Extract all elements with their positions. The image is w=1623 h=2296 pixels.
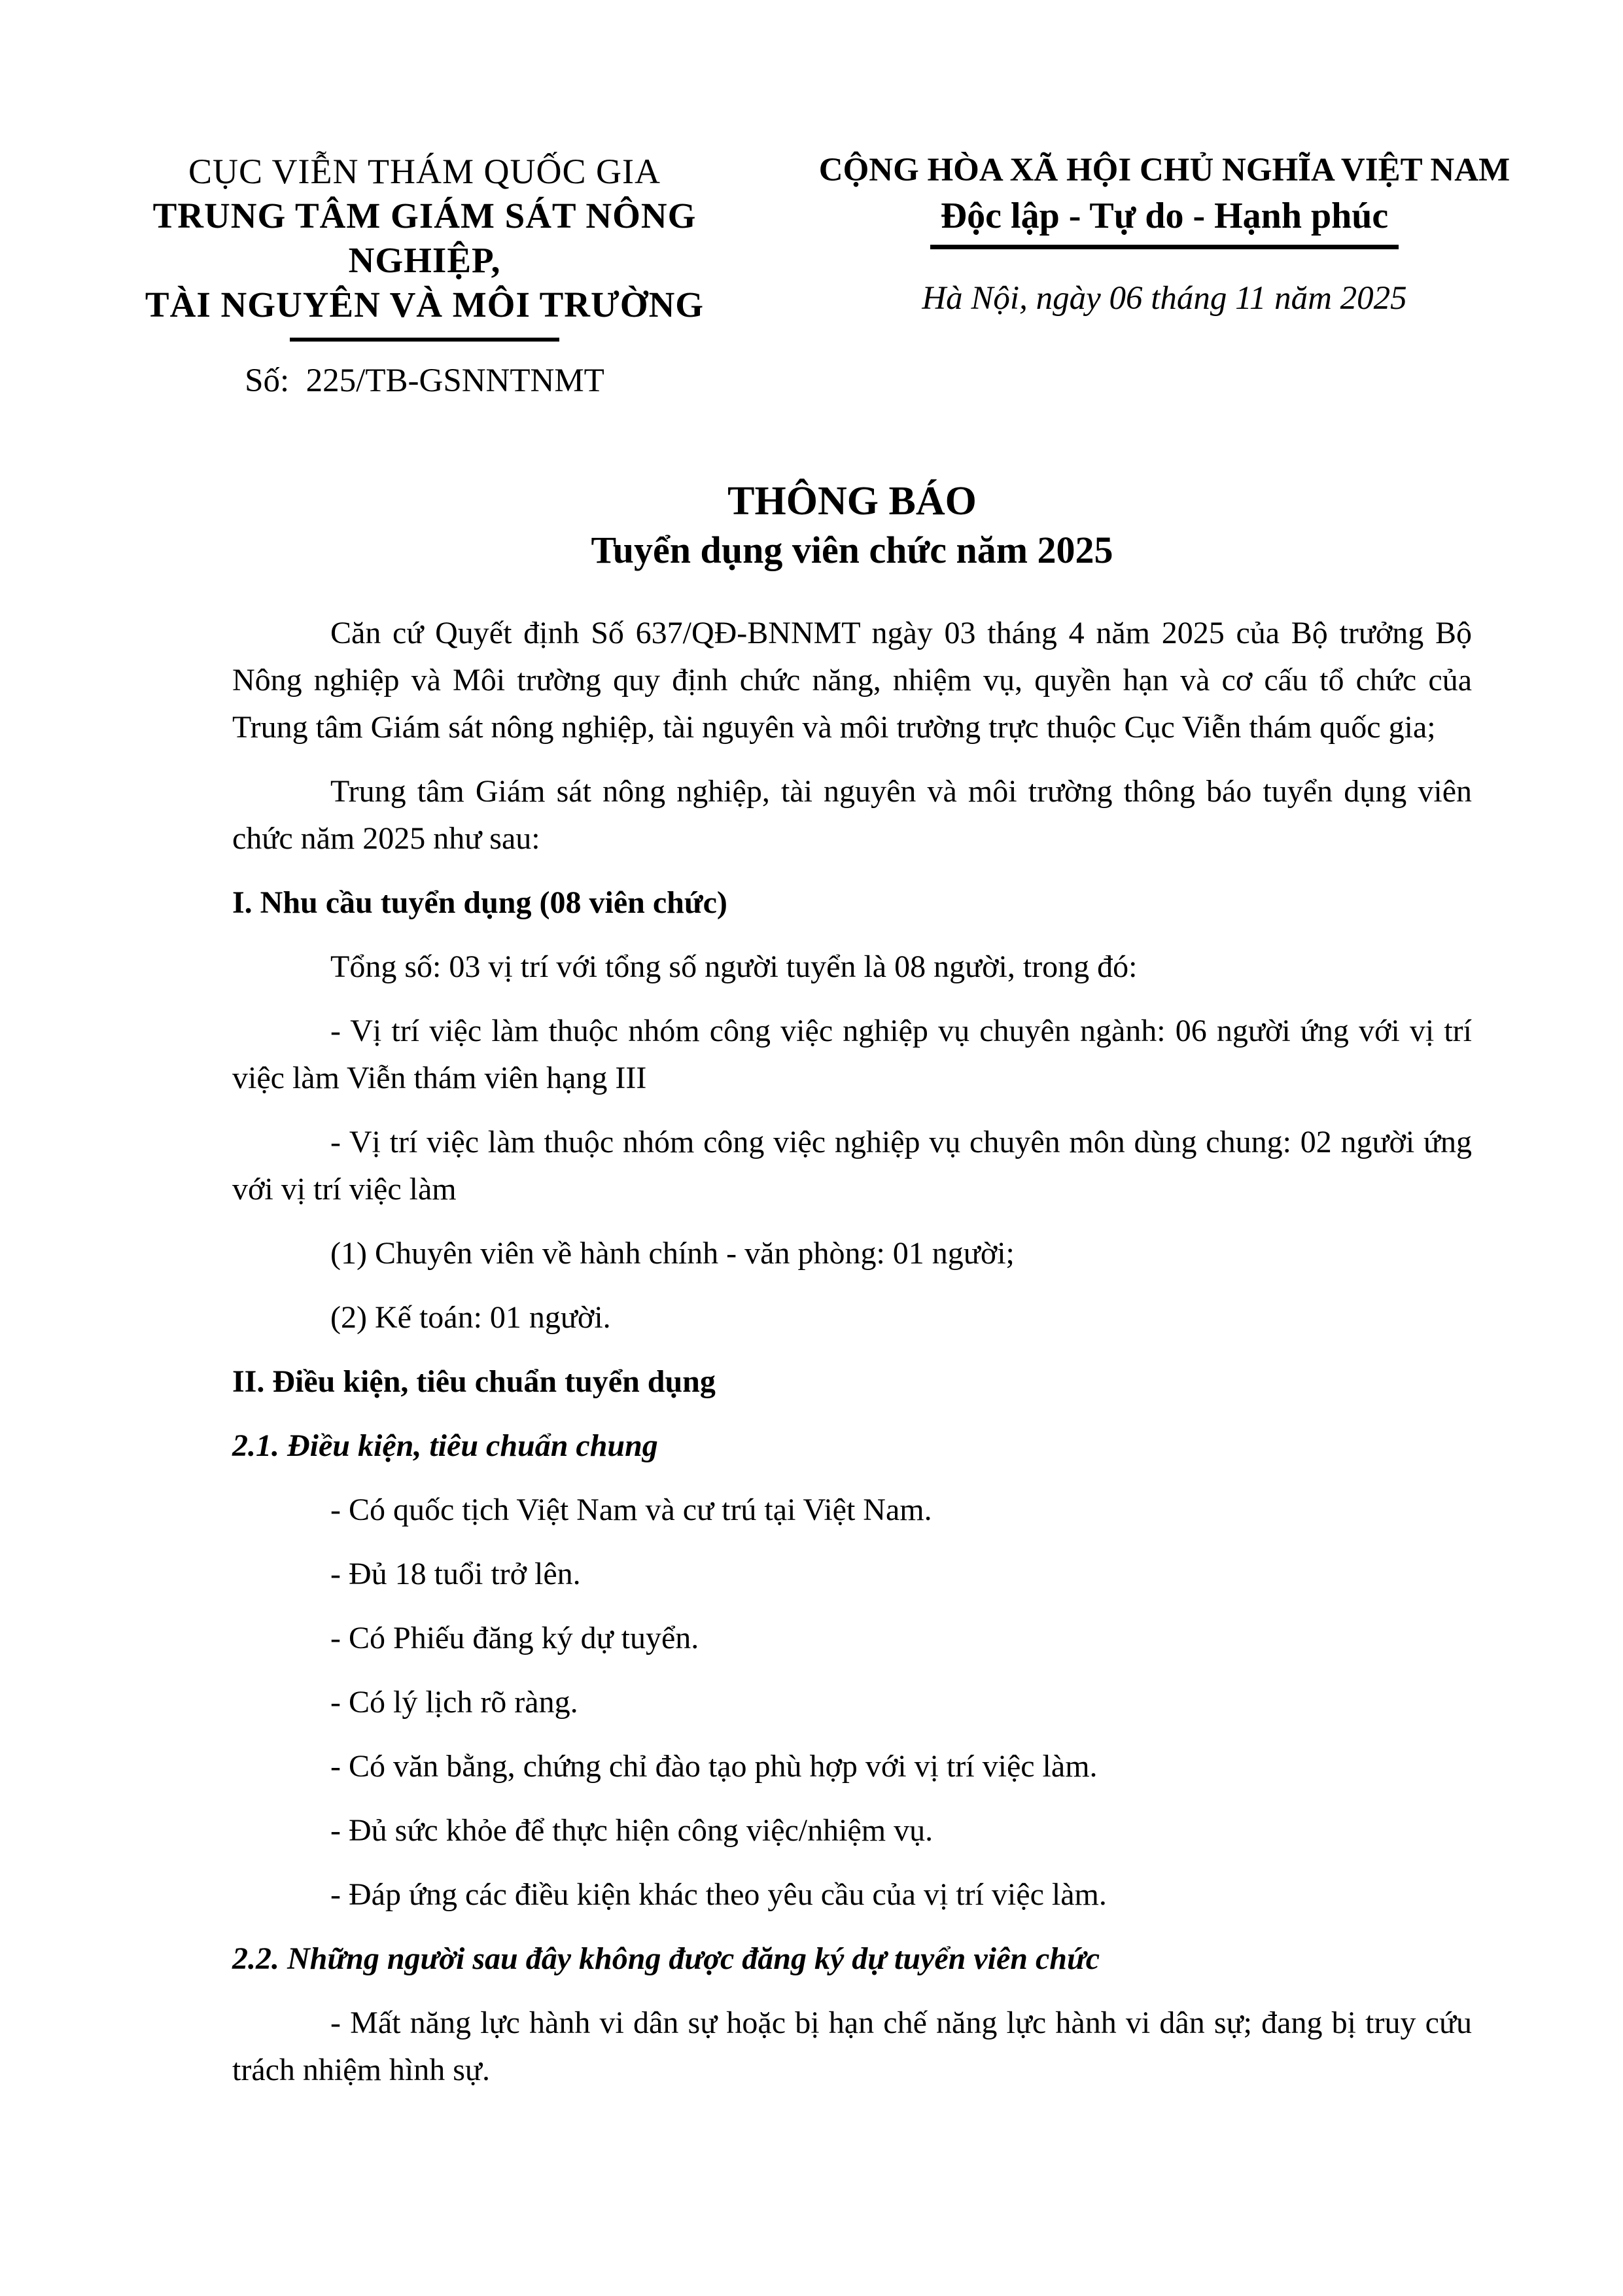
org-name-line-1: TRUNG TÂM GIÁM SÁT NÔNG NGHIỆP, — [152, 196, 697, 280]
section-heading: 2.1. Điều kiện, tiêu chuẩn chung — [232, 1428, 658, 1463]
body-paragraph: - Vị trí việc làm thuộc nhóm công việc nghiệp vụ chuyên ngành: 06 người ứng với vị trí việc làm Viễn thám viên hạng III — [232, 1014, 1472, 1095]
national-motto: Độc lập - Tự do - Hạnh phúc — [940, 196, 1389, 236]
body-paragraph: (2) Kế toán: 01 người. — [330, 1300, 611, 1335]
document-header — [0, 149, 1623, 400]
motto-underline-rule — [930, 245, 1399, 249]
title-block — [0, 476, 1623, 574]
doc-number: Số: 225/TB-GSNNTNMT — [245, 362, 604, 399]
document-body — [232, 610, 1472, 2094]
body-paragraph: - Có văn bằng, chứng chỉ đào tạo phù hợp với vị trí việc làm. — [330, 1749, 1098, 1784]
body-paragraph: Căn cứ Quyết định Số 637/QĐ-BNNMT ngày 03 tháng 4 năm 2025 của Bộ trưởng Bộ Nông nghiệp và Môi trường quy định chức năng, nhiệm vụ, quyền hạn và cơ cấu tổ chức của Trung tâm Giám sát nông nghiệp, tài nguyên và môi trường trực thuộc Cục Viễn thám quốc gia; — [232, 616, 1472, 745]
national-title: CỘNG HÒA XÃ HỘI CHỦ NGHĨA VIỆT NAM — [818, 152, 1510, 188]
place-date-line: Hà Nội, ngày 06 tháng 11 năm 2025 — [922, 280, 1407, 317]
body-paragraph: - Đủ sức khỏe để thực hiện công việc/nhiệm vụ. — [330, 1813, 934, 1848]
body-paragraph: - Có lý lịch rõ ràng. — [330, 1685, 578, 1720]
national-header-block — [779, 149, 1550, 400]
issuing-org-block — [77, 149, 772, 400]
document-title: THÔNG BÁO — [727, 479, 977, 523]
body-paragraph: Trung tâm Giám sát nông nghiệp, tài nguyên và môi trường thông báo tuyển dụng viên chức năm 2025 như sau: — [232, 774, 1472, 856]
org-underline-rule — [290, 338, 559, 342]
section-heading: 2.2. Những người sau đây không được đăng ký dự tuyển viên chức — [232, 1941, 1100, 1976]
section-heading: II. Điều kiện, tiêu chuẩn tuyển dụng — [232, 1364, 716, 1399]
body-paragraph: - Có Phiếu đăng ký dự tuyển. — [330, 1621, 699, 1655]
body-paragraph: - Có quốc tịch Việt Nam và cư trú tại Việt Nam. — [330, 1492, 932, 1527]
body-paragraph: - Vị trí việc làm thuộc nhóm công việc nghiệp vụ chuyên môn dùng chung: 02 người ứng với vị trí việc làm — [232, 1125, 1472, 1207]
body-paragraph: Tổng số: 03 vị trí với tổng số người tuyển là 08 người, trong đó: — [330, 949, 1138, 984]
body-paragraph: - Đáp ứng các điều kiện khác theo yêu cầu của vị trí việc làm. — [330, 1877, 1107, 1912]
org-name-line-2: TÀI NGUYÊN VÀ MÔI TRƯỜNG — [145, 285, 705, 325]
section-heading: I. Nhu cầu tuyển dụng (08 viên chức) — [232, 885, 727, 920]
parent-org-name: CỤC VIỄN THÁM QUỐC GIA — [188, 152, 661, 191]
body-paragraph: (1) Chuyên viên về hành chính - văn phòng: 01 người; — [330, 1236, 1015, 1271]
body-paragraph: - Đủ 18 tuổi trở lên. — [330, 1557, 581, 1591]
document-subtitle: Tuyển dụng viên chức năm 2025 — [591, 529, 1113, 571]
body-paragraph: - Mất năng lực hành vi dân sự hoặc bị hạn chế năng lực hành vi dân sự; đang bị truy cứu trách nhiệm hình sự. — [232, 2005, 1472, 2087]
